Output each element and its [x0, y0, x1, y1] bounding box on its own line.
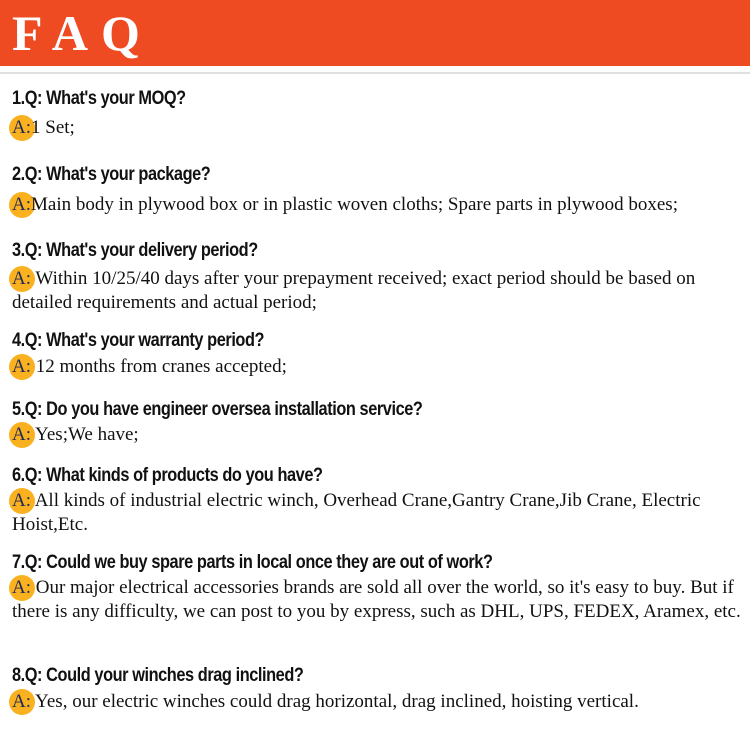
faq-answer-text: All kinds of industrial electric winch, Overhead Crane,Gantry Crane,Jib Crane, Electric Hoist,Etc. [12, 490, 701, 535]
faq-header-banner [0, 0, 750, 66]
faq-answer-text: Our major electrical accessories brands are sold all over the world, so it's easy to buy. But if there is any difficulty, we can post to you by express, such as DHL, UPS, FEDEX, Aramex, etc. [12, 577, 741, 622]
answer-badge: A: [12, 268, 31, 289]
answer-badge: A: [12, 577, 31, 598]
faq-answer-text: Yes, our electric winches could drag horizontal, drag inclined, hoisting vertical. [31, 691, 639, 712]
faq-answer [12, 690, 742, 714]
faq-answer [12, 576, 742, 624]
faq-question: 5.Q: Do you have engineer oversea installation service? [12, 399, 423, 420]
faq-answer [12, 193, 742, 217]
answer-badge: A: [12, 356, 31, 377]
faq-answer-text: 1 Set; [31, 117, 75, 138]
page-title: FAQ [12, 5, 153, 61]
faq-answer-text: Within 10/25/40 days after your prepayment received; exact period should be based on detailed requirements and actual period; [12, 268, 696, 313]
faq-question: 8.Q: Could your winches drag inclined? [12, 665, 304, 686]
faq-question: 4.Q: What's your warranty period? [12, 330, 265, 351]
faq-answer [12, 489, 742, 537]
faq-answer-text: Yes;We have; [31, 424, 139, 445]
faq-question: 3.Q: What's your delivery period? [12, 240, 258, 261]
faq-question: 2.Q: What's your package? [12, 164, 211, 185]
answer-badge: A: [12, 194, 31, 215]
faq-answer [12, 355, 742, 379]
faq-question: 7.Q: Could we buy spare parts in local once they are out of work? [12, 552, 493, 573]
answer-badge: A: [12, 490, 31, 511]
faq-question: 6.Q: What kinds of products do you have? [12, 465, 323, 486]
answer-badge: A: [12, 117, 31, 138]
answer-badge: A: [12, 691, 31, 712]
faq-answer-text: 12 months from cranes accepted; [31, 356, 287, 377]
divider [0, 72, 750, 74]
faq-answer [12, 423, 742, 447]
faq-answer [12, 267, 742, 315]
faq-question: 1.Q: What's your MOQ? [12, 88, 186, 109]
answer-badge: A: [12, 424, 31, 445]
faq-answer [12, 116, 742, 140]
faq-answer-text: Main body in plywood box or in plastic woven cloths; Spare parts in plywood boxes; [31, 194, 678, 215]
